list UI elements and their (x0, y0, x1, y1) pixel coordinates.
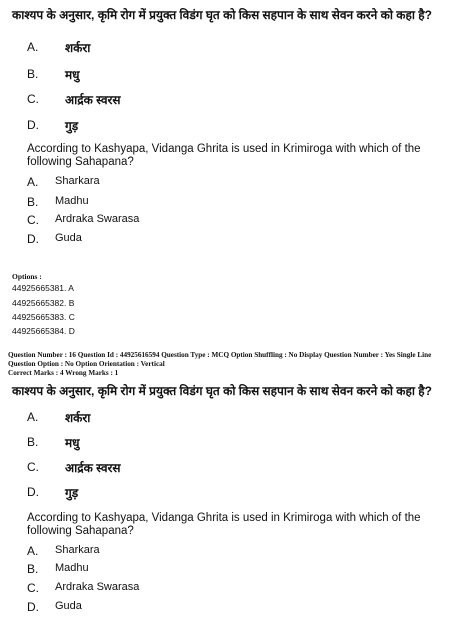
question-hindi: काश्यप के अनुसार, कृमि रोग में प्रयुक्त विडंग घृत को किस सहपान के साथ सेवन करने को कहा है? (12, 8, 432, 22)
option-letter-d: D. (27, 232, 39, 246)
option-text-d: Guda (55, 600, 82, 612)
option-text-a: शर्करा (65, 41, 91, 55)
marks-meta: Correct Marks : 4 Wrong Marks : 1 (8, 369, 119, 377)
option-text-d: गुड़ (65, 486, 79, 500)
option-letter-a: A. (27, 544, 39, 558)
option-text-d: गुड़ (65, 119, 79, 133)
question-meta: Question Number : 16 Question Id : 44925616594 Question Type : MCQ Option Shuffling : No Display Question Number : Yes Single Line Question Option : No Option Orientation : Vertical (8, 351, 432, 368)
option-letter-d: D. (27, 485, 39, 499)
option-id: 44925665384. D (12, 326, 75, 336)
option-text-a: शर्करा (65, 411, 91, 425)
option-letter-a: A. (27, 175, 39, 189)
option-text-c: आर्द्रक स्वरस (65, 93, 121, 107)
question-english: According to Kashyapa, Vidanga Ghrita is used in Krimiroga with which of the following Sahapana? (27, 512, 421, 537)
option-letter-c: C. (27, 460, 39, 474)
option-letter-b: B. (27, 562, 39, 576)
option-letter-b: B. (27, 195, 39, 209)
option-letter-b: B. (27, 67, 39, 81)
option-text-c: Ardraka Swarasa (55, 213, 140, 225)
question-hindi: काश्यप के अनुसार, कृमि रोग में प्रयुक्त विडंग घृत को किस सहपान के साथ सेवन करने को कहा है? (12, 384, 432, 398)
option-letter-a: A. (27, 410, 39, 424)
option-letter-c: C. (27, 213, 39, 227)
option-id: 44925665383. C (12, 312, 75, 322)
option-text-c: आर्द्रक स्वरस (65, 461, 121, 475)
option-text-a: Sharkara (55, 175, 100, 187)
option-text-c: Ardraka Swarasa (55, 581, 140, 593)
option-letter-d: D. (27, 118, 39, 132)
option-letter-a: A. (27, 40, 39, 54)
options-label: Options : (12, 272, 42, 281)
option-letter-c: C. (27, 581, 39, 595)
option-text-d: Guda (55, 232, 82, 244)
option-text-b: मधु (65, 68, 80, 82)
option-id: 44925665382. B (12, 298, 75, 308)
option-letter-c: C. (27, 92, 39, 106)
option-text-b: Madhu (55, 562, 89, 574)
option-letter-b: B. (27, 435, 39, 449)
question-english: According to Kashyapa, Vidanga Ghrita is used in Krimiroga with which of the following Sahapana? (27, 143, 421, 168)
option-id: 44925665381. A (12, 283, 74, 293)
option-text-b: मधु (65, 436, 80, 450)
option-letter-d: D. (27, 600, 39, 614)
option-text-b: Madhu (55, 195, 89, 207)
option-text-a: Sharkara (55, 544, 100, 556)
